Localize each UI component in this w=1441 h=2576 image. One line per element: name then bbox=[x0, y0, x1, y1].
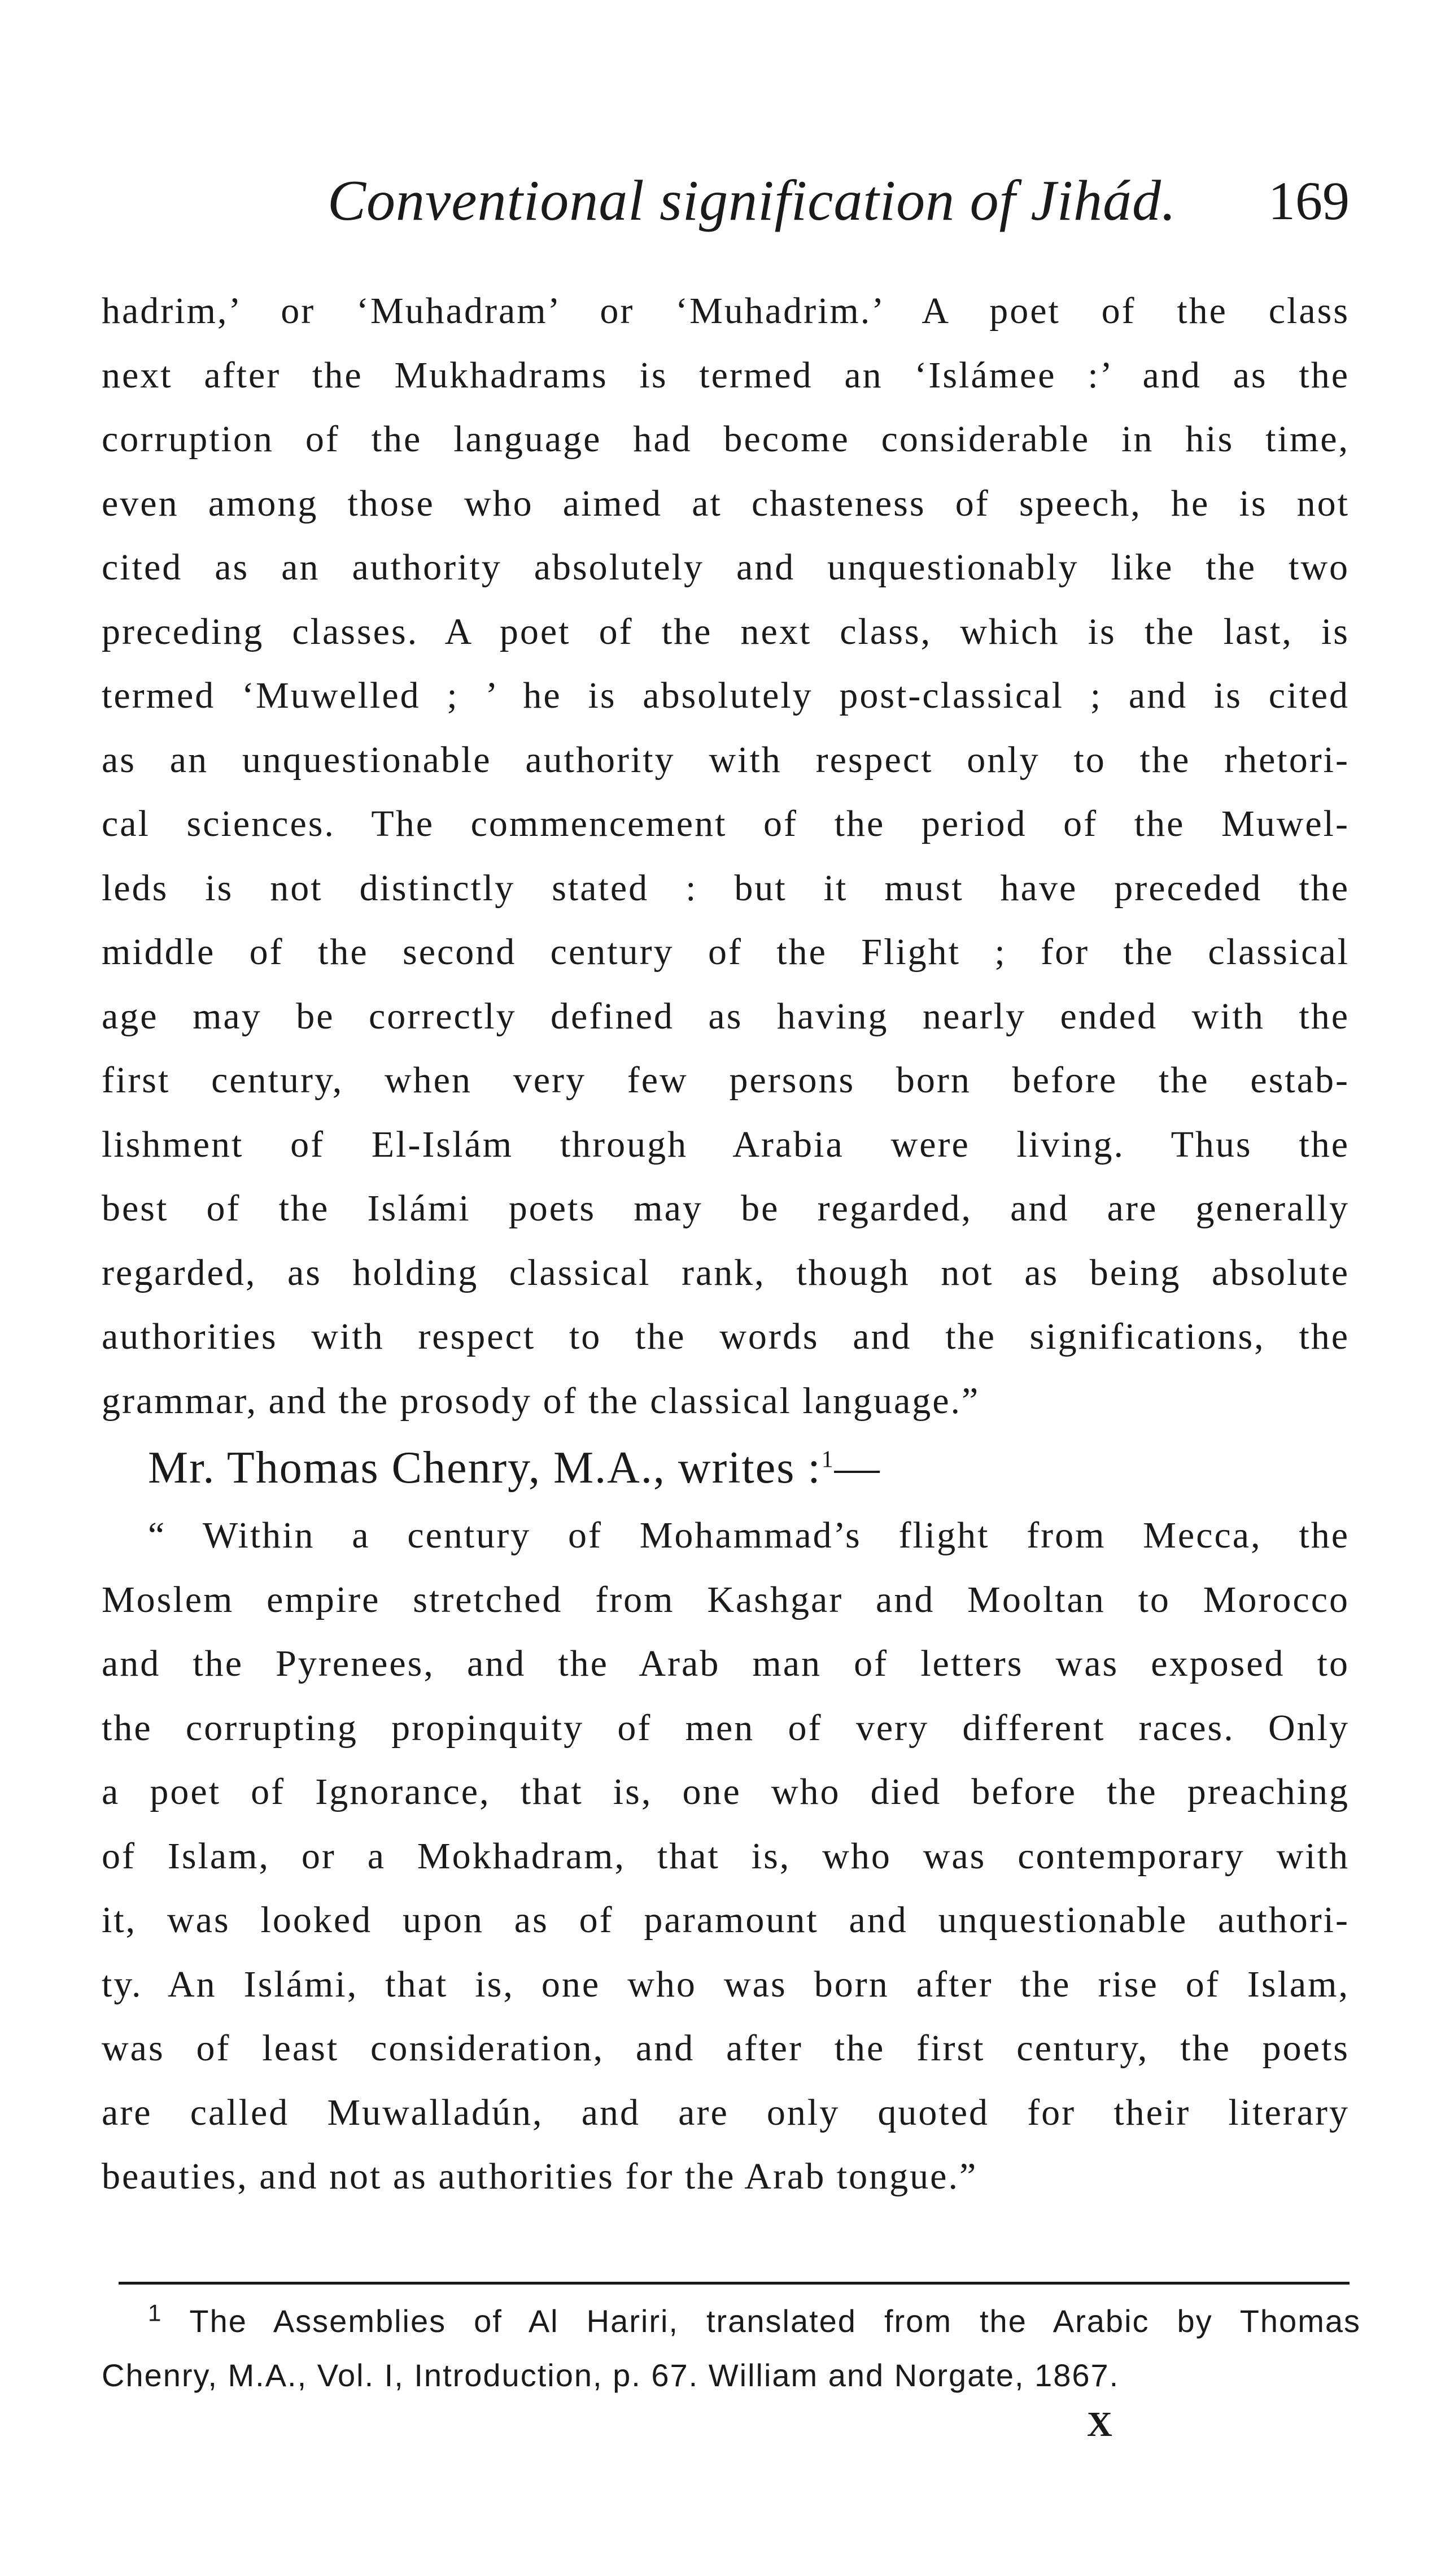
text-line: corruption of the language had become considerable in his time, bbox=[102, 419, 1350, 460]
quote-line: and the Pyrenees, and the Arab man of letters was exposed to bbox=[102, 1643, 1350, 1684]
footnote-reference: 1 bbox=[821, 1446, 835, 1473]
text-line: even among those who aimed at chasteness of speech, he is not bbox=[102, 482, 1350, 524]
footnote-text: The Assemblies of Al Hariri, translated from the Arabic by Thomas bbox=[189, 2303, 1361, 2339]
text-line: preceding classes. A poet of the next class, which is the last, is bbox=[102, 611, 1350, 652]
quote-line: ty. An Islámi, that is, one who was born after the rise of Islam, bbox=[102, 1963, 1350, 2005]
attribution-line bbox=[102, 1433, 1350, 1503]
attribution-dash: — bbox=[834, 1443, 881, 1493]
text-line: hadrim,’ or ‘Muhadram’ or ‘Muhadrim.’ A poet of the class bbox=[102, 290, 1350, 332]
quote-line: “ Within a century of Mohammad’s flight from Mecca, the bbox=[148, 1515, 1350, 1556]
quote-line: was of least consideration, and after the first century, the poets bbox=[102, 2028, 1350, 2069]
quote-line: it, was looked upon as of paramount and unquestionable authori- bbox=[102, 1899, 1350, 1941]
text-line: best of the Islámi poets may be regarded, and are generally bbox=[102, 1188, 1350, 1229]
text-line: authorities with respect to the words and the significations, the bbox=[102, 1316, 1350, 1357]
quote-line: are called Muwalladún, and are only quoted for their literary bbox=[102, 2091, 1350, 2133]
footnote bbox=[102, 2294, 1361, 2403]
text-line: lishment of El-Islám through Arabia were living. Thus the bbox=[102, 1123, 1350, 1165]
text-line: termed ‘Muwelled ; ’ he is absolutely post-classical ; and is cited bbox=[102, 675, 1350, 716]
running-title: Conventional signification of Jihád. bbox=[328, 169, 1177, 233]
quote-line: the corrupting propinquity of men of very different races. Only bbox=[102, 1707, 1350, 1749]
quote-line: a poet of Ignorance, that is, one who died before the preaching bbox=[102, 1771, 1350, 1812]
quote-line: beauties, and not as authorities for the Arab tongue.” bbox=[102, 2156, 978, 2197]
page-number: 169 bbox=[1268, 171, 1350, 231]
text-line: regarded, as holding classical rank, though not as being absolute bbox=[102, 1252, 1350, 1293]
text-line: age may be correctly defined as having nearly ended with the bbox=[102, 995, 1350, 1037]
text-line: as an unquestionable authority with respect only to the rhetori- bbox=[102, 739, 1350, 781]
quote-line: Moslem empire stretched from Kashgar and Mooltan to Morocco bbox=[102, 1579, 1350, 1620]
attribution-text: Mr. Thomas Chenry, M.A., writes : bbox=[148, 1443, 822, 1493]
footnote-divider bbox=[119, 2282, 1350, 2285]
paragraph-muwelled bbox=[102, 279, 1350, 1433]
body-text bbox=[102, 279, 1350, 2209]
footnote-mark: 1 bbox=[148, 2299, 163, 2326]
text-line: leds is not distinctly stated : but it must have preceded the bbox=[102, 867, 1350, 909]
text-line: cited as an authority absolutely and unquestionably like the two bbox=[102, 547, 1350, 588]
running-head bbox=[102, 167, 1350, 235]
quote-line: of Islam, or a Mokhadram, that is, who was contemporary with bbox=[102, 1835, 1350, 1877]
signature-mark: X bbox=[1087, 2405, 1112, 2444]
footnote-line bbox=[102, 2294, 1361, 2348]
text-line: next after the Mukhadrams is termed an ‘Islámee :’ and as the bbox=[102, 354, 1350, 396]
text-line: first century, when very few persons born before the estab- bbox=[102, 1060, 1350, 1101]
footnote-line: Chenry, M.A., Vol. I, Introduction, p. 67. William and Norgate, 1867. bbox=[102, 2357, 1120, 2393]
text-line: grammar, and the prosody of the classical language.” bbox=[102, 1380, 980, 1422]
text-line: middle of the second century of the Flight ; for the classical bbox=[102, 931, 1350, 973]
text-line: cal sciences. The commencement of the period of the Muwel- bbox=[102, 803, 1350, 844]
quotation-paragraph bbox=[102, 1503, 1350, 2209]
